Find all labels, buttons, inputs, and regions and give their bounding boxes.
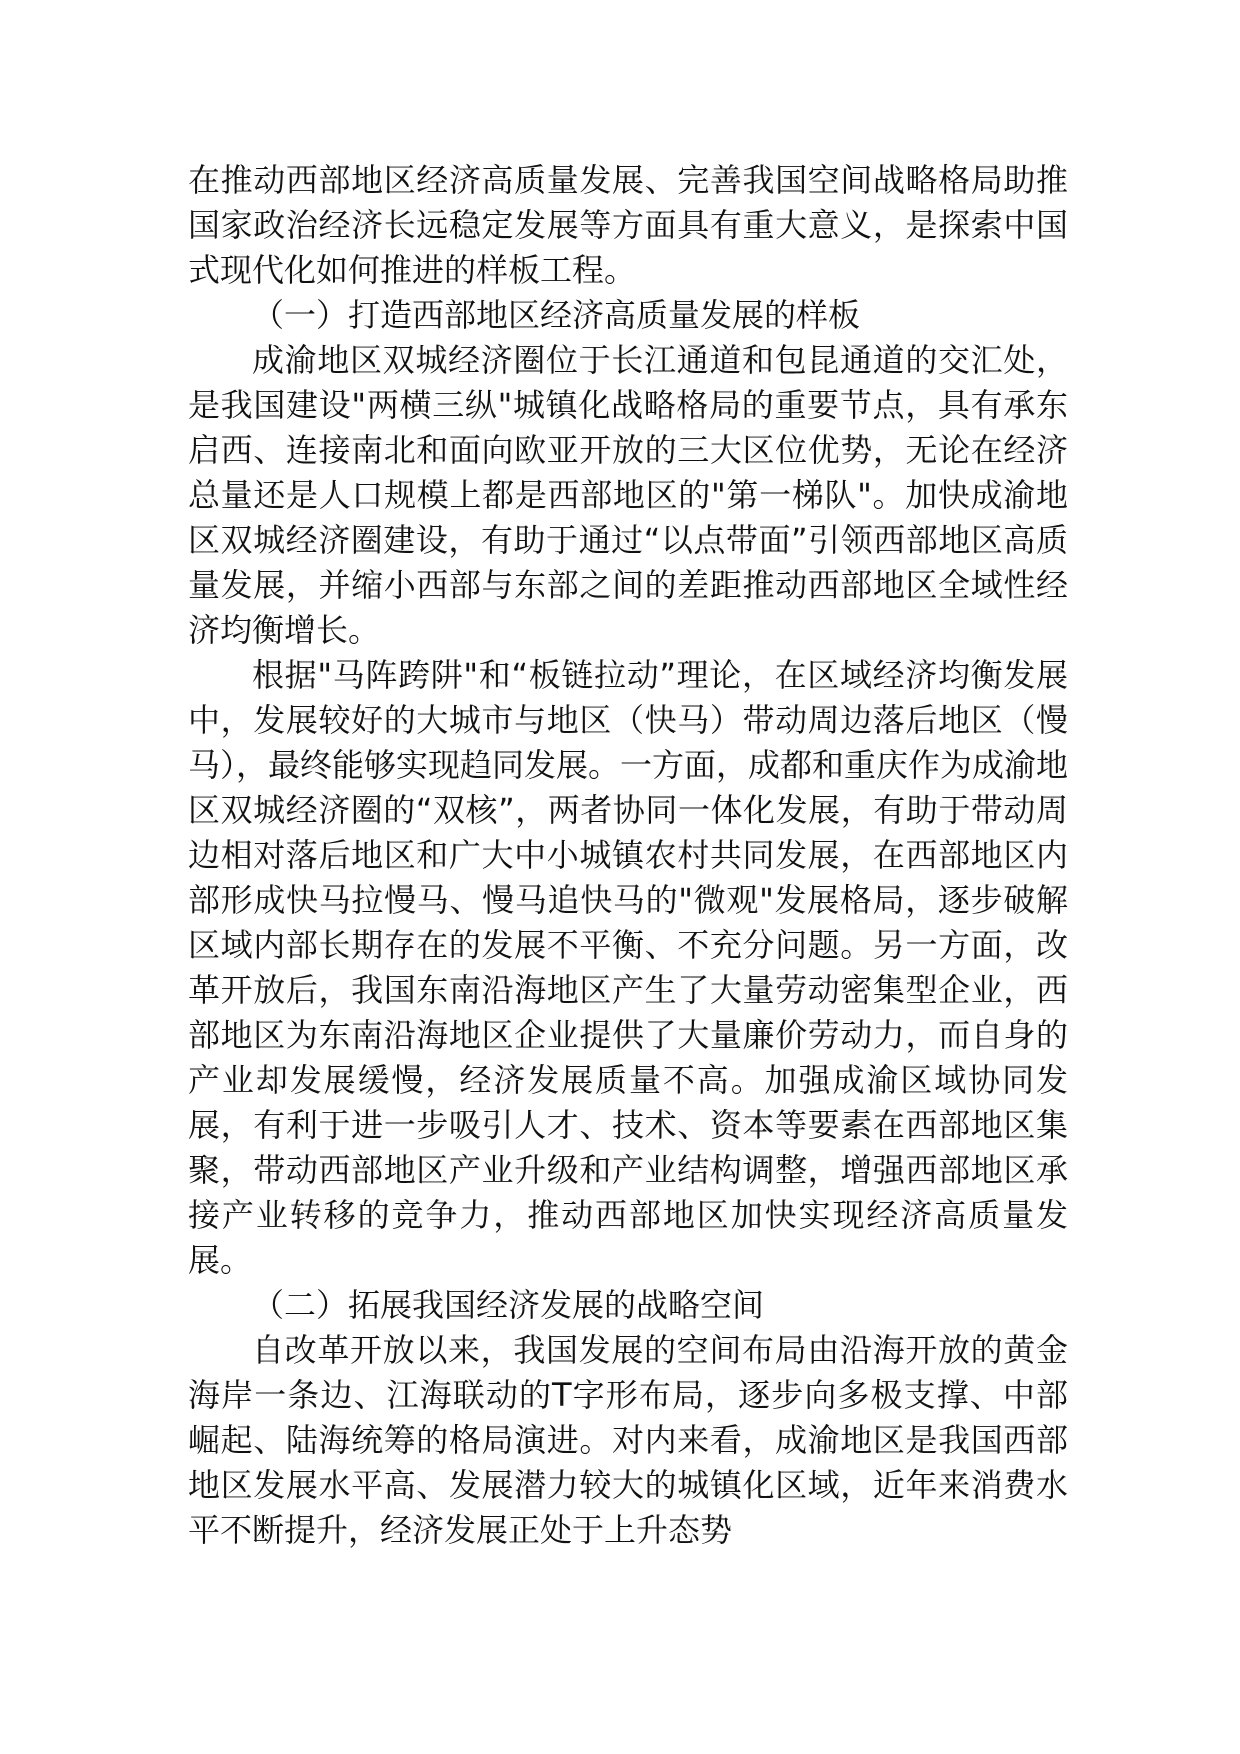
paragraph: 根据"马阵跨阱"和“板链拉动”理论，在区域经济均衡发展中，发展较好的大城市与地区（快马）带动周边落后地区（慢马），最终能够实现趋同发展。一方面，成都和重庆作为成渝地区双城经济圈的“双核”，两者协同一体化发展，有助于带动周边相对落后地区和广大中小城镇农村共同发展，在西部地区内部形成快马拉慢马、慢马追快马的"微观"发展格局，逐步破解区域内部长期存在的发展不平衡、不充分问题。另一方面，改革开放后，我国东南沿海地区产生了大量劳动密集型企业，西部地区为东南沿海地区企业提供了大量廉价劳动力，而自身的产业却发展缓慢，经济发展质量不高。加强成渝区域协同发展，有利于进一步吸引人才、技术、资本等要素在西部地区集聚，带动西部地区产业升级和产业结构调整，增强西部地区承接产业转移的竞争力，推动西部地区加快实现经济高质量发展。 — [188, 656, 1069, 1279]
section-heading-2: （二）拓展我国经济发展的战略空间 — [252, 1286, 765, 1324]
document-body — [188, 158, 1068, 1553]
paragraph: 自改革开放以来，我国发展的空间布局由沿海开放的黄金海岸一条边、江海联动的T字形布局，逐步向多极支撑、中部崛起、陆海统筹的格局演进。对内来看，成渝地区是我国西部地区发展水平高、发展潜力较大的城镇化区域，近年来消费水平不断提升，经济发展正处于上升态势 — [188, 1331, 1068, 1549]
paragraph-continued: 在推动西部地区经济高质量发展、完善我国空间战略格局助推国家政治经济长远稳定发展等方面具有重大意义，是探索中国式现代化如何推进的样板工程。 — [188, 161, 1068, 289]
paragraph: 成渝地区双城经济圈位于长江通道和包昆通道的交汇处，是我国建设"两横三纵"城镇化战略格局的重要节点，具有承东启西、连接南北和面向欧亚开放的三大区位优势，无论在经济总量还是人口规模上都是西部地区的"第一梯队"。加快成渝地区双城经济圈建设，有助于通过“以点带面”引领西部地区高质量发展，并缩小西部与东部之间的差距推动西部地区全域性经济均衡增长。 — [188, 341, 1068, 649]
section-heading-1: （一）打造西部地区经济高质量发展的样板 — [252, 296, 861, 334]
